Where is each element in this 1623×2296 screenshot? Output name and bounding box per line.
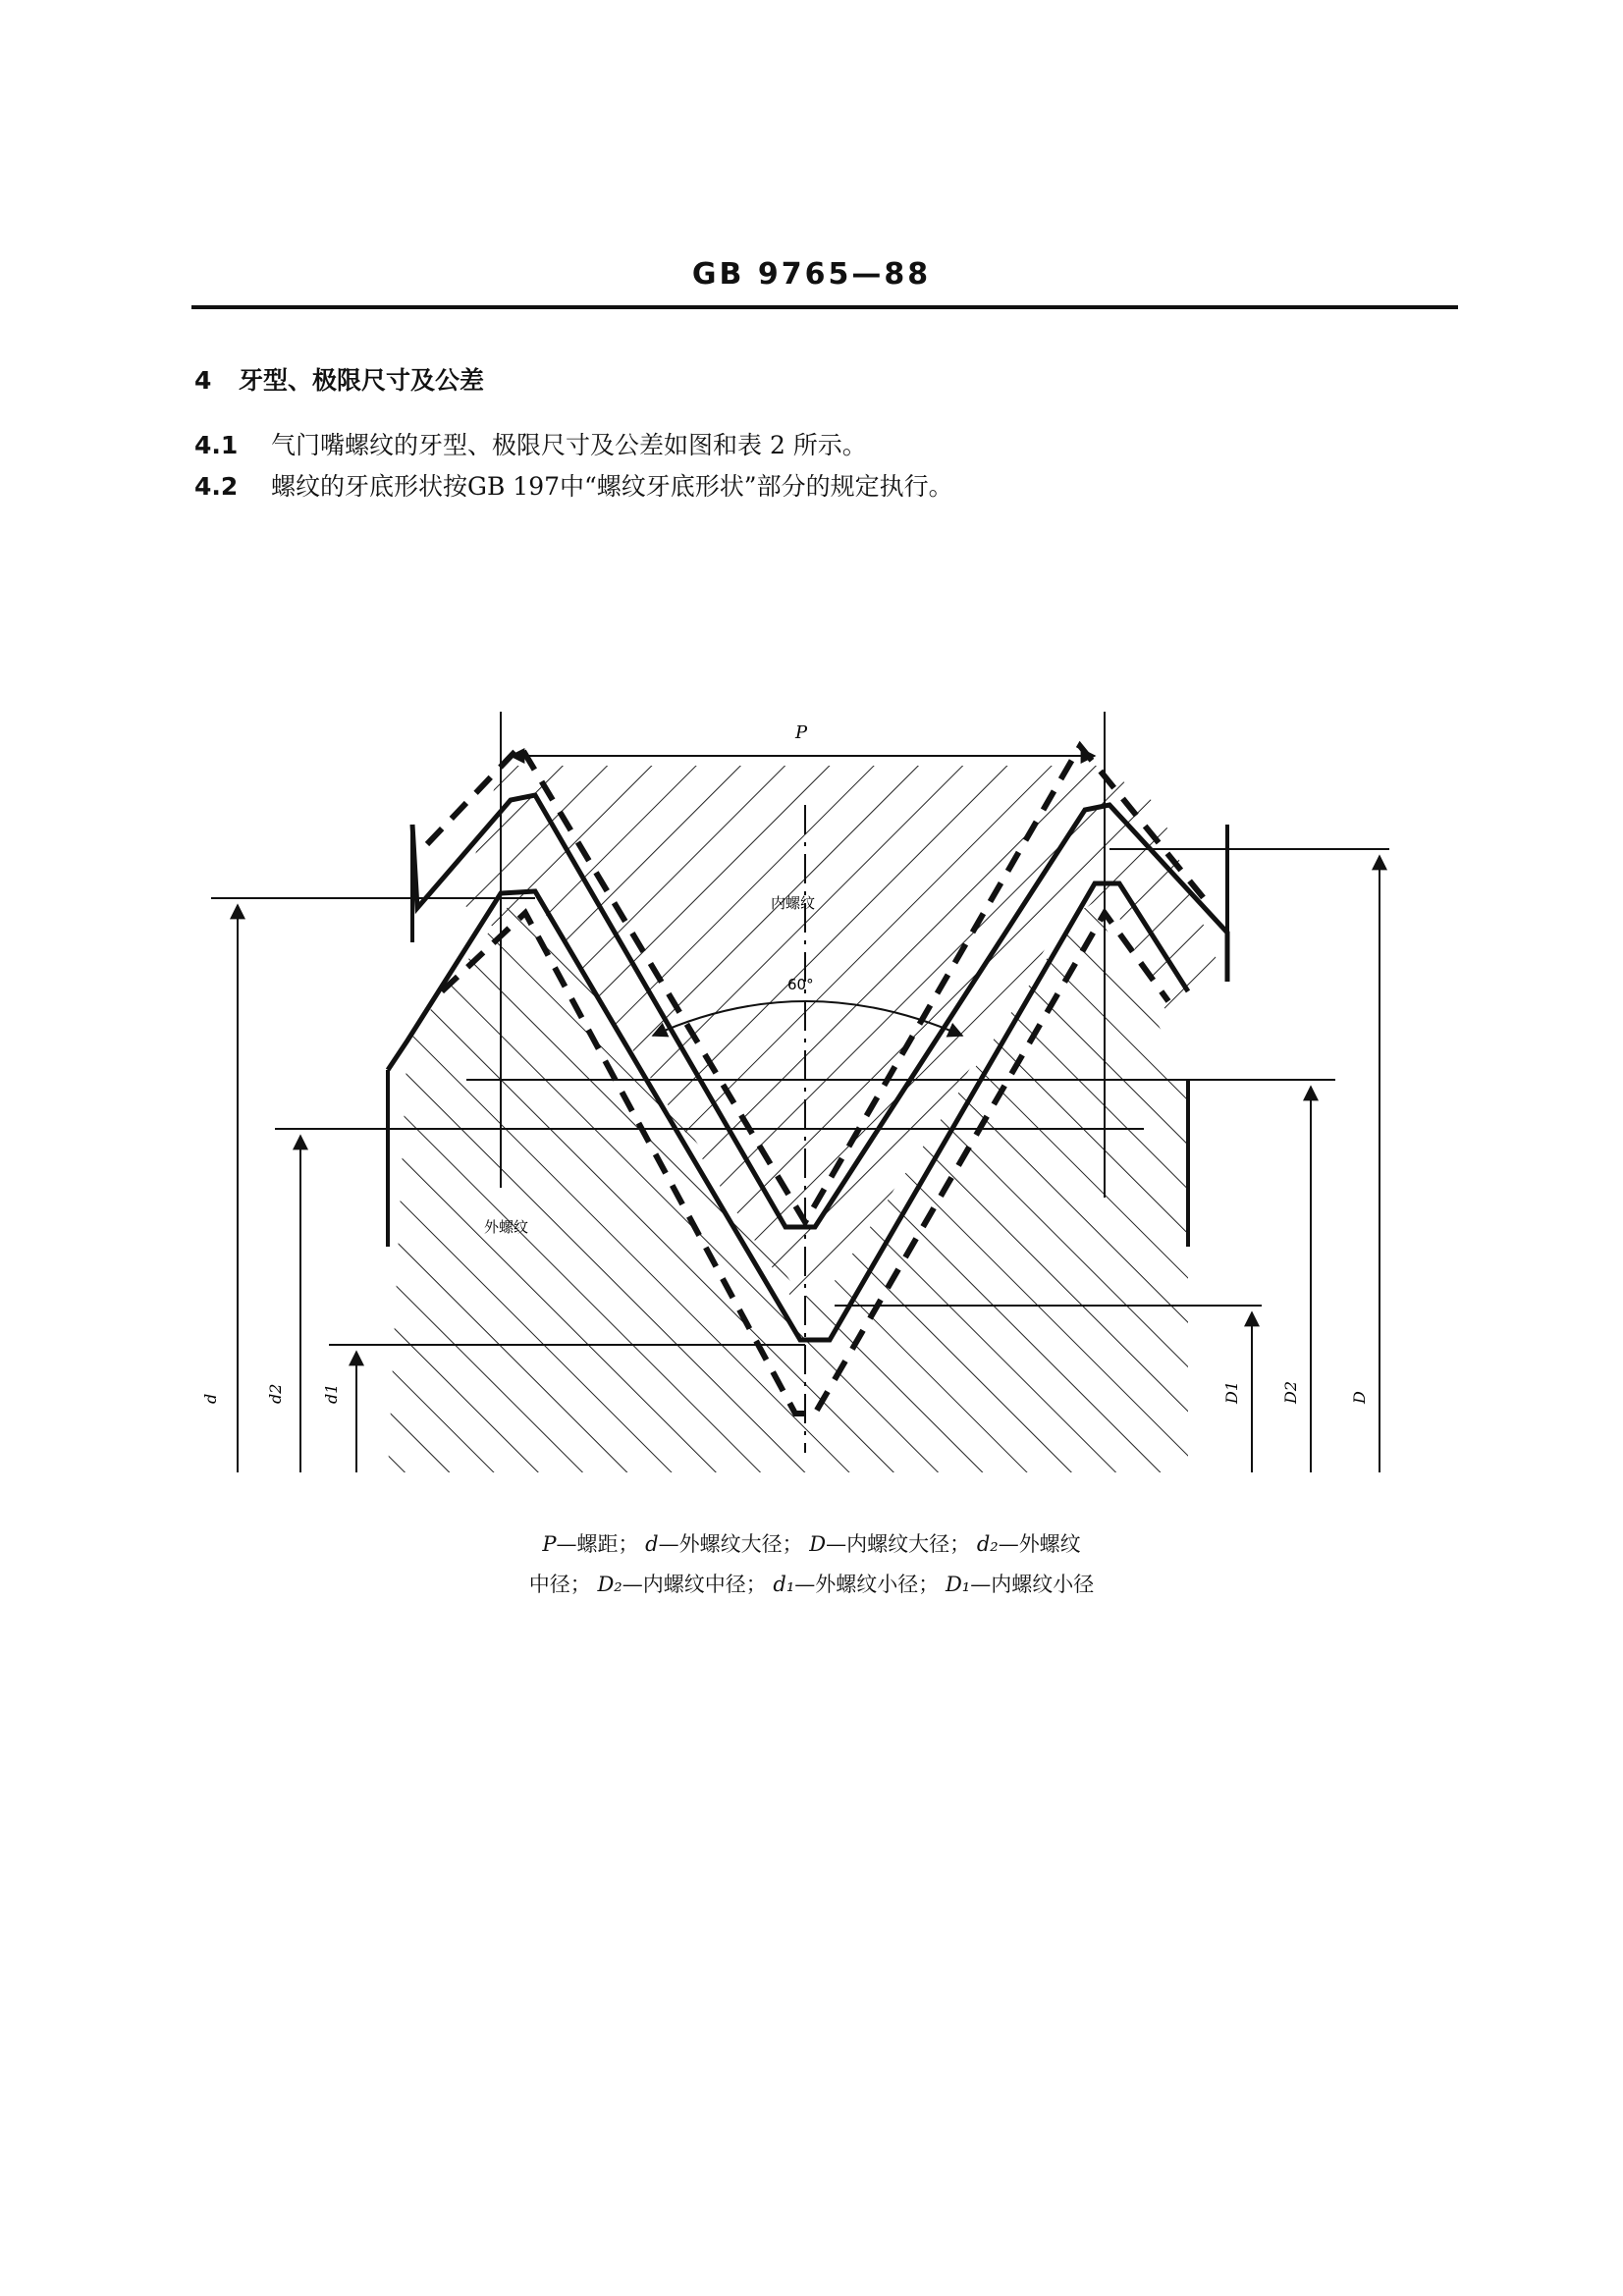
caption-symbol: d: [645, 1532, 659, 1556]
caption-symbol: d₁: [773, 1573, 795, 1596]
pitch-label: P: [795, 722, 808, 743]
caption-text: —内螺纹中径；: [622, 1573, 767, 1596]
clause-text: 气门嘴螺纹的牙型、极限尺寸及公差如图和表 2 所示。: [271, 431, 867, 459]
caption-symbol: D₁: [945, 1573, 971, 1596]
label-d2: d2: [266, 1383, 285, 1404]
caption-text: —外螺纹小径；: [794, 1573, 940, 1596]
caption-text: —内螺纹小径: [970, 1573, 1095, 1596]
caption-text: —内螺纹大径；: [826, 1532, 971, 1556]
clause-number: 4.2: [194, 472, 239, 501]
thread-profile-diagram: [196, 687, 1453, 1492]
caption-text: 中径；: [528, 1573, 591, 1596]
angle-label: 60°: [787, 976, 814, 993]
label-d1: d1: [322, 1383, 341, 1404]
caption-symbol: D₂: [597, 1573, 622, 1596]
section-title: 牙型、极限尺寸及公差: [239, 366, 485, 395]
header-rule: [191, 305, 1458, 309]
internal-thread-label: 内螺纹: [771, 894, 816, 912]
document-code: GB 9765—88: [691, 257, 932, 292]
clause-text: 螺纹的牙底形状按GB 197中“螺纹牙底形状”部分的规定执行。: [271, 472, 953, 501]
caption-symbol: d₂: [976, 1532, 999, 1556]
caption-line-2: [0, 1569, 1623, 1598]
caption-line-1: [0, 1528, 1623, 1558]
clause-number: 4.1: [194, 431, 239, 459]
caption-text: —外螺纹: [998, 1532, 1081, 1556]
label-D2: D2: [1281, 1380, 1300, 1404]
label-d: d: [201, 1393, 220, 1404]
caption-text: —外螺纹大径；: [658, 1532, 803, 1556]
caption-text: —螺距；: [556, 1532, 639, 1556]
clause-4-2: [194, 467, 953, 503]
caption-symbol: D: [809, 1532, 827, 1556]
caption-symbol: P: [542, 1532, 557, 1556]
external-thread-label: 外螺纹: [484, 1218, 529, 1236]
label-D1: D1: [1222, 1380, 1241, 1404]
section-heading: [194, 361, 484, 397]
clause-4-1: [194, 426, 867, 461]
section-number: 4: [194, 366, 212, 395]
thread-profile-figure: [196, 687, 1453, 1492]
label-D: D: [1350, 1391, 1369, 1404]
